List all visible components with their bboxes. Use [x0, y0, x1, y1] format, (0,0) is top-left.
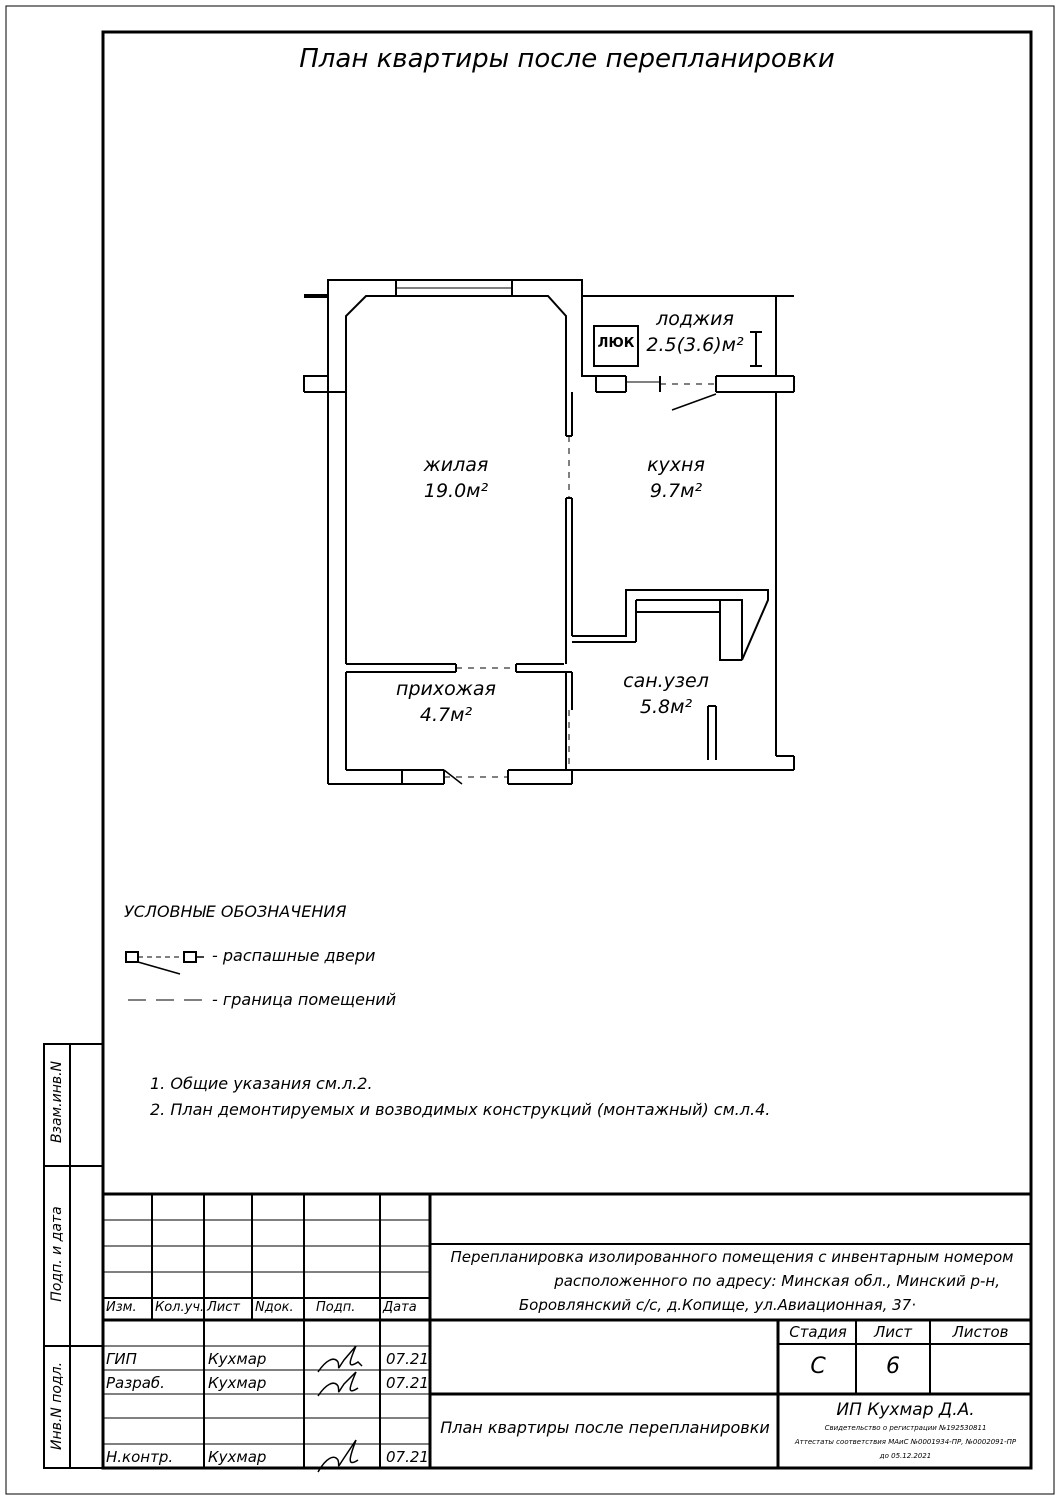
- company-line-2: Аттестаты соответствия МАиС №0001934-ПР, №0002091-ПР: [794, 1438, 1017, 1446]
- note-1: 1. Общие указания см.л.2.: [150, 1074, 373, 1093]
- room-area: 5.8м²: [639, 696, 693, 718]
- room-area: 19.0м²: [423, 480, 489, 502]
- header-signature: Подп.: [316, 1300, 356, 1315]
- sheets-label: Листов: [952, 1323, 1009, 1341]
- signer-date-3: 07.21: [386, 1448, 429, 1466]
- company-line-3: до 05.12.2021: [879, 1452, 932, 1460]
- side-stamp-sign-date: Подп. и дата: [49, 1206, 65, 1302]
- legend-item-boundary: - граница помещений: [212, 990, 397, 1009]
- page-title: План квартиры после перепланировки: [299, 44, 835, 74]
- side-stamp-replace: Взам.инв.N: [49, 1060, 65, 1144]
- signer-role-3: Н.контр.: [106, 1448, 174, 1466]
- side-stamp-inv: Инв.N подл.: [49, 1361, 65, 1451]
- stage-value: С: [810, 1354, 826, 1379]
- room-name: лоджия: [656, 308, 734, 330]
- room-name: жилая: [423, 454, 489, 476]
- room-area: 4.7м²: [419, 704, 473, 726]
- sheet-value: 6: [886, 1354, 900, 1379]
- legend-title: УСЛОВНЫЕ ОБОЗНАЧЕНИЯ: [124, 902, 347, 921]
- header-date: Дата: [383, 1300, 417, 1315]
- stage-label: Стадия: [789, 1323, 847, 1341]
- hatch-label: ЛЮК: [597, 336, 635, 351]
- header-sheet: Лист: [207, 1300, 240, 1315]
- room-name: кухня: [647, 454, 705, 476]
- signer-name-3: Кухмар: [208, 1448, 267, 1466]
- project-line-3: Боровлянский с/с, д.Копище, ул.Авиационная, 37·: [518, 1296, 916, 1314]
- sheet-label: Лист: [873, 1323, 912, 1341]
- room-area: 2.5(3.6)м²: [646, 334, 744, 356]
- project-line-1: Перепланировка изолированного помещения с инвентарным номером: [450, 1248, 1014, 1266]
- signer-date-1: 07.21: [386, 1350, 429, 1368]
- room-name: сан.узел: [623, 670, 709, 692]
- header-docnum: Nдок.: [255, 1300, 294, 1315]
- project-line-2: расположенного по адресу: Минская обл., Минский р-н,: [554, 1272, 1000, 1290]
- company-name: ИП Кухмар Д.А.: [836, 1400, 975, 1420]
- signer-date-2: 07.21: [386, 1374, 429, 1392]
- signer-role-2: Разраб.: [106, 1374, 165, 1392]
- note-2: 2. План демонтируемых и возводимых конструкций (монтажный) см.л.4.: [150, 1100, 771, 1119]
- drawing-name: План квартиры после перепланировки: [440, 1418, 770, 1437]
- room-area: 9.7м²: [649, 480, 703, 502]
- signer-name-1: Кухмар: [208, 1350, 267, 1368]
- room-name: прихожая: [396, 678, 496, 700]
- company-line-1: Свидетельство о регистрации №192530811: [824, 1424, 987, 1432]
- header-count: Кол.уч.: [155, 1300, 205, 1315]
- header-change: Изм.: [106, 1300, 137, 1315]
- legend-item-doors: - распашные двери: [212, 946, 376, 965]
- signer-role-1: ГИП: [106, 1350, 137, 1368]
- signature-icon: [318, 1346, 362, 1472]
- signer-name-2: Кухмар: [208, 1374, 267, 1392]
